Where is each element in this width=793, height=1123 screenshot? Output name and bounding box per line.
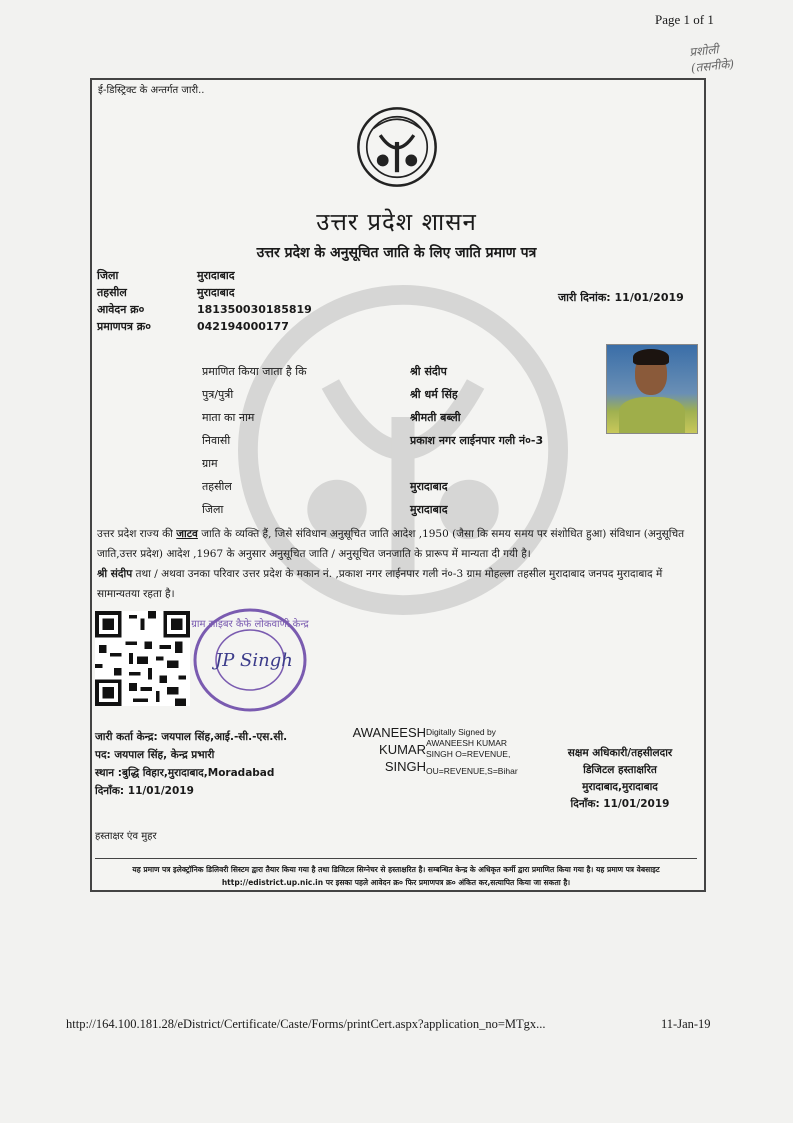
signature-seal-label: हस्ताक्षर एंव मुहर — [95, 831, 157, 842]
up-emblem-icon — [355, 105, 439, 189]
district-value: मुरादाबाद — [410, 503, 448, 516]
issue-date: जारी दिनांक: 11/01/2019 — [558, 291, 684, 304]
name-value: श्री संदीप — [410, 365, 447, 378]
digital-signature-details: Digitally Signed by AWANEESH KUMAR SINGH O=REVENUE, OU=REVENUE,S=Bihar — [426, 727, 518, 776]
seal-text: ग्राम साइबर कैफे लोकवाणी केन्द्र — [191, 619, 309, 630]
tehsil-label: तहसील — [202, 480, 232, 493]
footnote: यह प्रमाण पत्र इलेक्ट्रॉनिक डिलिवरी सिस्टम द्वारा तैयार किया गया है तथा डिजिटल सिग्नेचर से हस्ताक्षरित है। सम्बन्धित केन्द्र के अधिकृत कर्मी द्वारा प्रमाणित किया गया है। यह प्रमाण पत्र वेबसाइट http://edistrict.up.nic.in पर इसका पहले आवेदन क्र० फिर प्रमाणपत्र क्र० अंकित कर,सत्यापित किया जा सकता है। — [95, 858, 697, 889]
print-url: http://164.100.181.28/eDistrict/Certificate/Caste/Forms/printCert.aspx?application_no=MTgx... — [66, 1017, 546, 1031]
competent-authority-block: सक्षम अधिकारी/तहसीलदार डिजिटल हस्ताक्षरित मुरादाबाद,मुरादाबाद दिनाँक: 11/01/2019 — [567, 747, 673, 810]
parent-value: श्री धर्म सिंह — [410, 388, 458, 401]
mother-value: श्रीमती बब्ली — [410, 411, 461, 424]
government-title: उत्तर प्रदेश शासन — [316, 208, 477, 236]
district-row: जिला मुरादाबाद — [97, 269, 235, 282]
print-date: 11-Jan-19 — [661, 1017, 711, 1031]
handwritten-note: प्रशोली (तसनीके) — [688, 42, 735, 76]
qr-code-icon — [95, 611, 190, 706]
certificate-number-row: प्रमाणपत्र क्र० 042194000177 — [97, 320, 289, 333]
issuing-centre-block: जारी कर्ता केन्द्र: जयपाल सिंह,आई.-सी.-एस.सी. पद: जयपाल सिंह, केन्द्र प्रभारी स्थान :बुद्धि विहार,मुरादाबाद,Moradabad दिनाँक: 11/01/2019 — [95, 731, 288, 797]
certificate-body-paragraph: उत्तर प्रदेश राज्य की जाटव जाति के व्यक्ति हैं, जिसे संविधान अनुसूचित जाति आदेश ,1950 (जैसा कि समय समय पर संशोधित हुआ) संविधान (अनुसूचित जाति,उत्तर प्रदेश) आदेश ,1967 के अनुसार अनुसूचित जाति / अनुसूचित जनजाति के प्रारूप में मान्यता दी गयी है। श्री संदीप तथा / अथवा उनका परिवार उत्तर प्रदेश के मकान नं. ,प्रकाश नगर लाईनपार गली नं०-3 ग्राम मोहल्ला तहसील मुरादाबाद जनपद मुरादाबाद में सामान्यतया रहता है। — [97, 528, 685, 600]
application-number-row: आवेदन क्र० 181350030185819 — [97, 303, 312, 316]
tehsil-value: मुरादाबाद — [410, 480, 448, 493]
certify-label: प्रमाणित किया जाता है कि — [202, 365, 307, 378]
village-label: ग्राम — [202, 457, 218, 470]
student-photo — [606, 344, 698, 434]
handwritten-signature: JP Singh — [215, 650, 293, 671]
district-label: जिला — [202, 503, 224, 516]
edistrict-label: ई-डिस्ट्रिक्ट के अन्तर्गत जारी.. — [98, 85, 205, 96]
resident-value: प्रकाश नगर लाईनपार गली नं०-3 — [410, 434, 544, 447]
page-number: Page 1 of 1 — [655, 12, 714, 27]
digital-signer-name: AWANEESH KUMAR SINGH — [352, 725, 426, 774]
resident-label: निवासी — [202, 434, 231, 447]
caste-name: जाटव — [176, 528, 198, 540]
tehsil-row: तहसील मुरादाबाद — [97, 286, 235, 299]
certificate-title: उत्तर प्रदेश के अनुसूचित जाति के लिए जाति प्रमाण पत्र — [256, 245, 537, 261]
mother-label: माता का नाम — [202, 411, 255, 424]
parent-label: पुत्र/पुत्री — [202, 388, 234, 401]
